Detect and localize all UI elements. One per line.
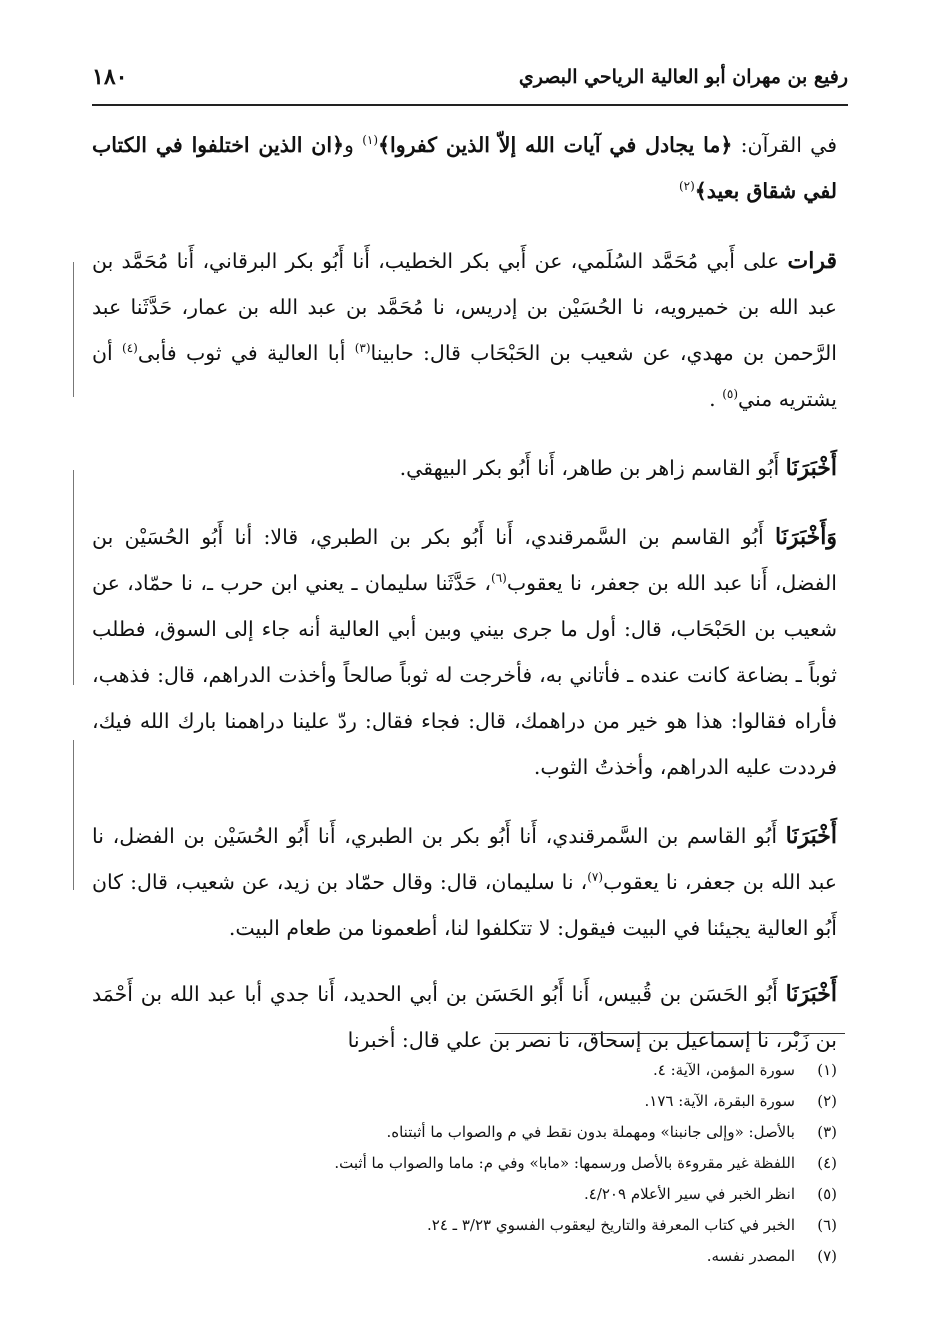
footnote-ref-7: (٧) [587, 870, 604, 885]
quran-quote-1: ﴿ما يجادل في آيات الله إلاّ الذين كفروا﴾ [378, 133, 733, 157]
footnote-ref-1: (١) [362, 133, 379, 148]
footnote-text: سورة البقرة، الآية: ١٧٦. [644, 1092, 795, 1110]
footnote-number: (٢) [817, 1092, 837, 1110]
footnote-number: (٥) [817, 1185, 837, 1203]
footnote-text: بالأصل: «وإلى جانبنا» ومهملة بدون نقط في م والصواب ما أثبتناه. [386, 1123, 795, 1141]
footnote-ref-4: (٤) [122, 341, 138, 356]
paragraph-text: على أَبي مُحَمَّد السُلَمي، عن أَبي بكر الخطيب، أَنا أَبُو بكر البرقاني، أَنا مُحَمَّد بن عبد الله بن خميرويه، نا الحُسَيْن بن إدريس، نا مُحَمَّد بن عبد الله بن عمار، حَدَّثَنا عبد الرَّحمن بن مهدي، عن شعيب بن الحَبْحَاب قال: حابينا [92, 249, 837, 365]
quran-intro: في القرآن: [732, 133, 838, 157]
footnote-number: (٤) [817, 1154, 837, 1172]
paragraph-text: أَبُو القاسم زاهر بن طاهر، أَنا أَبُو بكر البيهقي. [399, 456, 786, 480]
paragraph-text: أن يشتريه مني [92, 341, 837, 411]
paragraph-lead-word: أَخْبَرَنَا [785, 455, 837, 481]
footnote-number: (٧) [817, 1247, 837, 1265]
footnote-text: الخبر في كتاب المعرفة والتاريخ ليعقوب الفسوي ٣/٢٣ ـ ٢٤. [426, 1216, 795, 1234]
footnote-6 [87, 1210, 837, 1241]
page-number: ١٨٠ [92, 64, 128, 90]
footnote-7 [87, 1241, 837, 1272]
main-text [92, 122, 837, 1086]
footnote-text: انظر الخبر في سير الأعلام ٤/٢٠٩. [583, 1185, 795, 1203]
paragraph-akhbarana-1 [92, 445, 837, 491]
margin-line [73, 740, 74, 890]
paragraph-text: ، حَدَّثَنا سليمان ـ يعني ابن حرب ـ، نا حمّاد، عن شعيب بن الحَبْحَاب، قال: أول ما جرى بيني وبين أبي العالية أنه جاء إلى السوق، فطلب ثوباً ـ بضاعة كانت عنده ـ فأتاني به، فأخرجت له ثوباً صالحاً وأخذت الدراهم، قال: فذهب، فأراه فقالوا: هذا هو خير من دراهمك، قال: فجاء فقال: ردّ علينا دراهمنا بارك الله فيك، فرددت عليه الدراهم، وأخذتُ الثوب. [92, 571, 837, 779]
footnote-3 [87, 1117, 837, 1148]
paragraph-text: أَبُو القاسم بن السَّمرقندي، أَنا أَبُو بكر بن الطبري، أَنا أَبُو الحُسَيْن بن الفضل، نا عبد الله بن جعفر، نا يعقوب [92, 824, 837, 894]
paragraph-lead-word: وَأَخْبَرَنَا [775, 524, 837, 550]
footnote-text: المصدر نفسه. [706, 1247, 795, 1265]
footnote-ref-2: (٢) [678, 179, 695, 194]
footnote-ref-6: (٦) [491, 571, 507, 586]
quran-quote-2: ﴿ان الذين اختلفوا في الكتاب لفي شقاق بعيد﴾ [92, 133, 837, 203]
paragraph-lead-word: أَخْبَرَنَا [785, 981, 837, 1007]
paragraph-akhbarana-2 [92, 514, 837, 790]
footnote-4 [87, 1148, 837, 1179]
page-header [92, 58, 848, 102]
margin-line [73, 262, 74, 397]
paragraph-text: ، نا سليمان، قال: وقال حمّاد بن زيد، عن شعيب، قال: كان أَبُو العالية يجيئنا في البيت فيقول: لا تتكلفوا لنا، أطعمونا من طعام البيت. [92, 870, 837, 940]
footnote-ref-3: (٣) [354, 341, 371, 356]
paragraph-qarat [92, 238, 837, 422]
footnote-1 [87, 1055, 837, 1086]
paragraph-akhbarana-4 [92, 971, 837, 1063]
paragraph-text: أَبُو القاسم بن السَّمرقندي، أَنا أَبُو بكر بن الطبري، قالا: أنا أَبُو الحُسَيْن بن الفضل، أَنا عبد الله بن جعفر، نا يعقوب [92, 525, 837, 595]
footnote-separator [495, 1033, 845, 1034]
paragraph-lead-word: قرات [787, 248, 837, 274]
paragraph-text: أبا العالية في ثوب فأبى [137, 341, 355, 365]
footnote-5 [87, 1179, 837, 1210]
footnote-text: سورة المؤمن، الآية: ٤. [652, 1061, 795, 1079]
footnote-2 [87, 1086, 837, 1117]
margin-line [73, 470, 74, 685]
footnote-number: (٦) [817, 1216, 837, 1234]
header-rule [92, 104, 848, 106]
paragraph-lead-word: أَخْبَرَنَا [785, 823, 837, 849]
running-title: رفيع بن مهران أبو العالية الرياحي البصري [518, 66, 848, 88]
footnote-number: (١) [817, 1061, 837, 1079]
footnote-text: اللفظة غير مقروءة بالأصل ورسمها: «مابا» وفي م: ماما والصواب ما أثبت. [334, 1154, 795, 1172]
footnote-number: (٣) [817, 1123, 837, 1141]
paragraph-akhbarana-3 [92, 813, 837, 951]
footnotes [87, 1055, 837, 1272]
footnote-ref-5: (٥) [722, 387, 739, 402]
paragraph-text: . [709, 387, 723, 411]
quran-conjunction: و [344, 133, 363, 157]
paragraph-quran-quotes [92, 122, 837, 214]
paragraph-text: أَبُو الحَسَن بن قُبيس، أَنا أَبُو الحَسَن بن أبي الحديد، أَنا جدي أبا عبد الله بن أَحْمَد بن زَبْر، نا إسماعيل بن إسحاق، نا نصر بن علي قال: أخبرنا [92, 982, 837, 1052]
